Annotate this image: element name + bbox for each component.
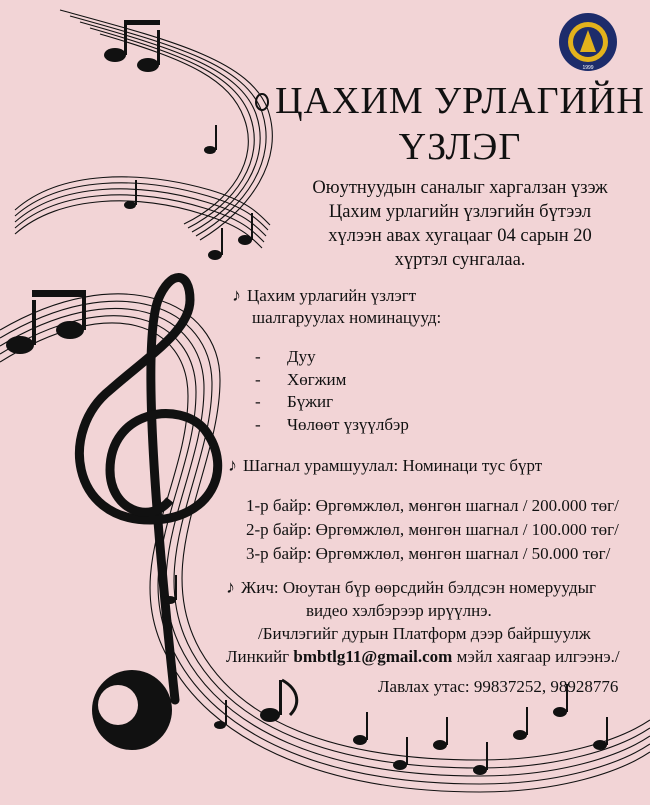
prizes-list [246,494,619,566]
submission-note: ♪ Жич: Оюутан бүр өөрсдийн бэлдсэн номеруудыг видео хэлбэрээр ирүүлнэ. /Бичлэгийг дурын Платформ дээр байршуулж Линкийг bmbtlg11@gmail.com мэйл хаягаар илгээнэ./ [226,577,620,666]
intro-line: хүлээн авах хугацааг 04 сарын 20 [328,226,592,246]
list-item: - Дуу [255,347,316,366]
music-note-icon: ♪ [232,285,241,305]
intro-line: Цахим урлагийн үзлэгийн бүтээл [328,202,592,222]
title-line-2: ҮЗЛЭГ [398,126,522,168]
page-title [270,78,650,170]
intro-line: Оюутнуудын саналыг харгалзан үзэж [312,178,608,198]
list-item: - Бүжиг [255,392,334,411]
list-item: - Хөгжим [255,369,347,389]
nominations-heading: ♪ Цахим урлагийн үзлэгт шалгаруулах номинацууд: [232,285,442,327]
intro-line: хүртэл сунгалаа. [394,250,526,270]
email-link[interactable]: bmbtlg11@gmail.com [293,647,453,666]
prize-item: 3-р байр: Өргөмжлөл, мөнгөн шагнал / 50.000 төг/ [246,544,611,563]
music-note-icon: ♪ [228,455,237,475]
music-note-icon: ♪ [226,577,235,597]
nominations-list [255,346,409,436]
prizes-heading: ♪ Шагнал урамшуулал: Номинаци тус бүрт [228,455,543,475]
prize-item: 1-р байр: Өргөмжлөл, мөнгөн шагнал / 200.000 төг/ [246,496,619,515]
list-item: - Чөлөөт үзүүлбэр [255,414,409,434]
title-line-1: ЦАХИМ УРЛАГИЙН [275,80,645,122]
university-emblem-logo [558,12,618,72]
treble-clef-icon [79,278,217,751]
prize-item: 2-р байр: Өргөмжлөл, мөнгөн шагнал / 100.000 төг/ [246,520,619,539]
contact-phones: Лавлах утас: 99837252, 98928776 [378,677,619,696]
intro-text [270,176,650,272]
logo-year: 1999 [582,65,594,71]
